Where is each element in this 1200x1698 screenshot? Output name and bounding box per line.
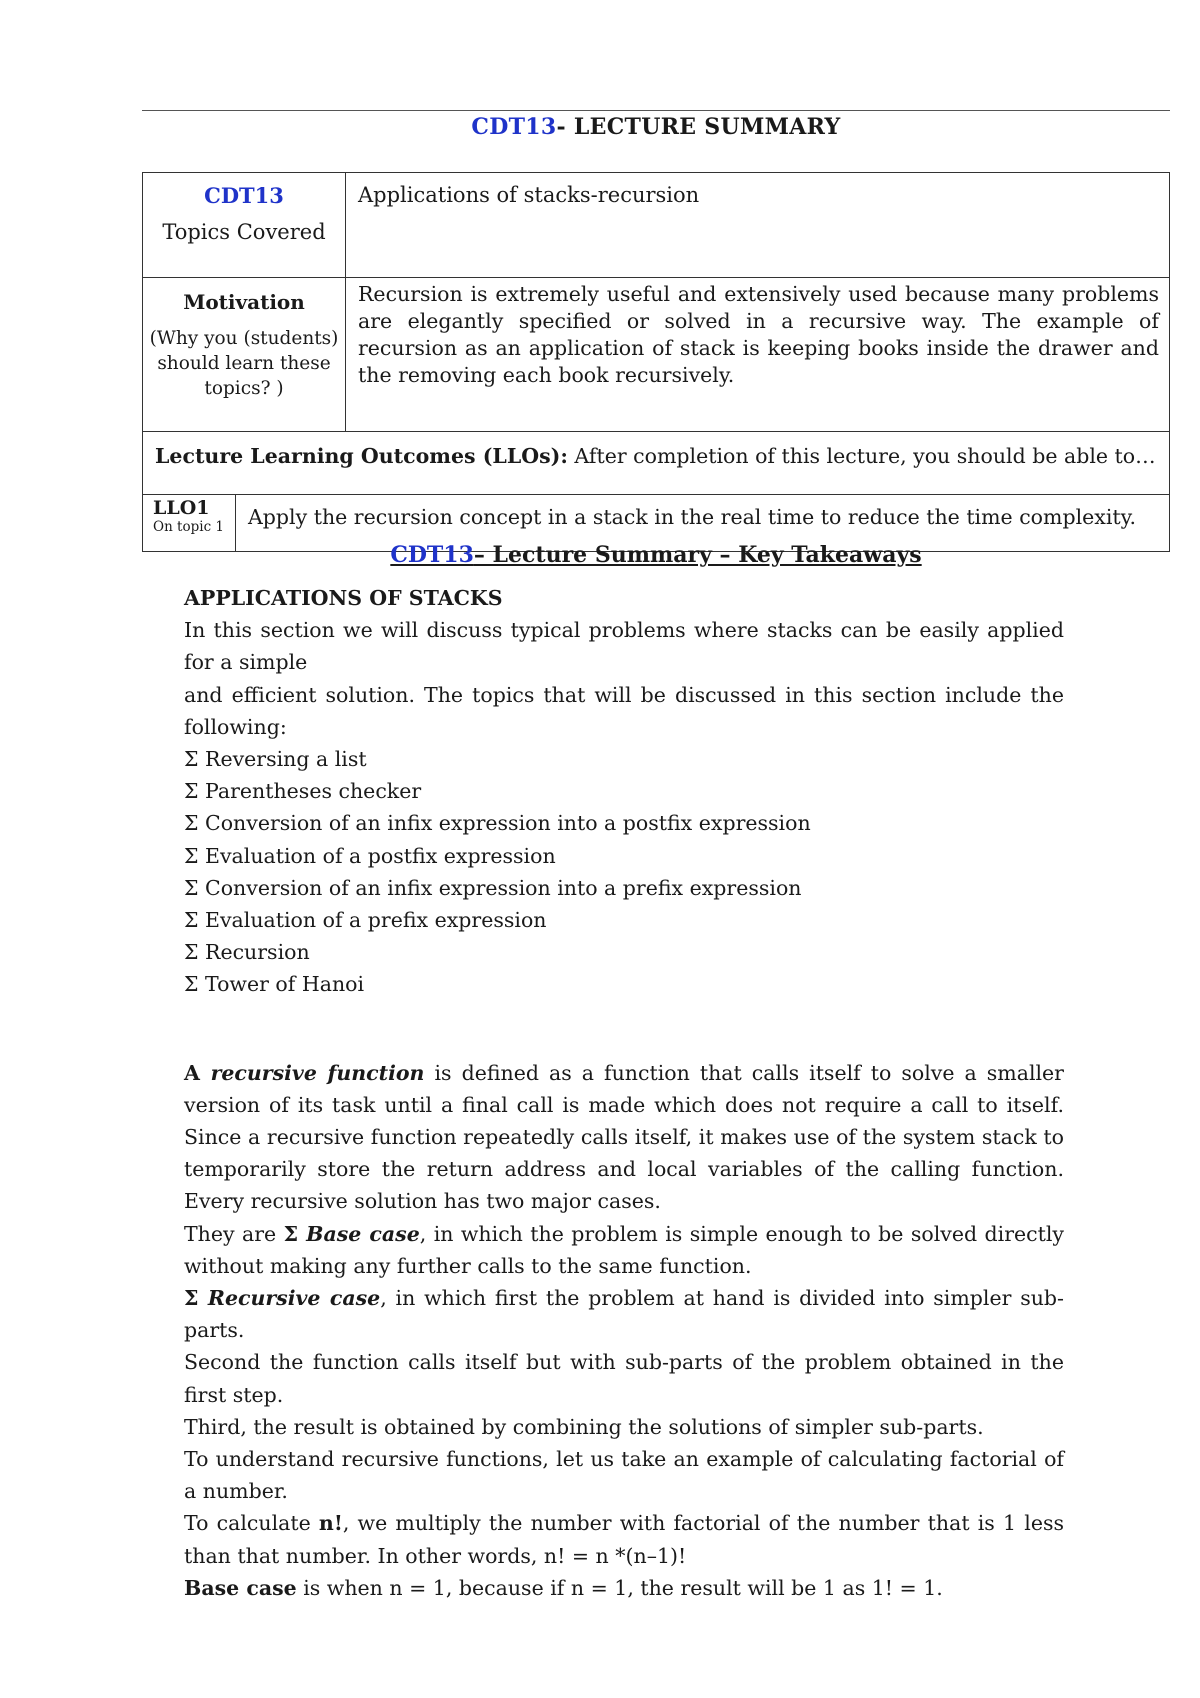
- summary-code: CDT13: [204, 183, 284, 208]
- llo-code: LLO1: [153, 497, 210, 519]
- takeaways-body: [184, 582, 1064, 1604]
- base-post: , in which the problem is simple enough to be solved directly without making any further calls to the same function.: [184, 1221, 1064, 1278]
- takeaways-code: CDT13: [390, 542, 474, 568]
- calc-n: n!: [318, 1511, 343, 1536]
- factorial-base-paragraph: [184, 1572, 1064, 1604]
- page-title-code: CDT13: [471, 114, 557, 140]
- calc-pre: To calculate: [184, 1511, 319, 1536]
- summary-table: [142, 172, 1170, 552]
- section-spacer: [184, 1001, 1064, 1057]
- list-item: Σ Reversing a list: [184, 747, 367, 772]
- base-case-paragraph: [184, 1218, 1064, 1282]
- list-item: Σ Parentheses checker: [184, 779, 422, 804]
- llo-heading-bold: Lecture Learning Outcomes (LLOs):: [155, 444, 568, 468]
- topics-value: Applications of stacks-recursion: [346, 173, 1170, 278]
- llo-heading: [143, 432, 1170, 495]
- calc-post: , we multiply the number with factorial of the number that is 1 less than that number. In other words, n! = n *(n–1)!: [184, 1511, 1064, 1568]
- rc-sigma: Σ: [184, 1286, 208, 1311]
- motivation-label: Motivation: [183, 290, 305, 314]
- takeaways-title-suffix: – Lecture Summary – Key Takeaways: [473, 542, 922, 568]
- third-step-paragraph: Third, the result is obtained by combining the solutions of simpler sub-parts.: [184, 1414, 984, 1439]
- rec-def: is defined as a function that calls itself to solve a smaller version of its task until a final call is made which does not require a call to itself. Since a recursive function repeatedly calls itself, it makes use of the system stack to temporarily store the return address and local variables of the calling function. Every recursive solution has two major cases.: [184, 1060, 1064, 1214]
- rc-post: , in which first the problem at hand is divided into simpler sub-parts.: [184, 1286, 1064, 1343]
- motivation-row: [143, 278, 1170, 432]
- recursive-function-paragraph: [184, 1057, 1064, 1218]
- section-heading: APPLICATIONS OF STACKS: [184, 586, 503, 610]
- rc-term: Recursive case: [207, 1286, 381, 1311]
- llo-text: Apply the recursion concept in a stack in the real time to reduce the time complexity.: [248, 505, 1137, 529]
- motivation-text: Recursion is extremely useful and extensively used because many problems are elegantly specified or solved in a recursive way. The example of recursion as an application of stack is keeping books inside the drawer and the removing each book recursively.: [346, 278, 1170, 432]
- list-item: Σ Conversion of an infix expression into a postfix expression: [184, 811, 811, 836]
- takeaways-title: [142, 542, 1170, 568]
- list-item: Σ Conversion of an infix expression into a prefix expression: [184, 875, 802, 900]
- llo-topic: On topic 1: [153, 519, 225, 535]
- base-pre: They are: [184, 1221, 284, 1246]
- motivation-sub-label: (Why you (students) should learn these topics? ): [149, 328, 339, 399]
- topics-row: [143, 173, 1170, 278]
- base-term: Base case: [306, 1221, 420, 1246]
- intro-line-2: and efficient solution. The topics that will be discussed in this section include the following:: [184, 682, 1064, 739]
- motivation-label-cell: [143, 278, 346, 432]
- topics-label-cell: [143, 173, 346, 278]
- base2-term: Base case: [184, 1575, 297, 1600]
- base2-post: is when n = 1, because if n = 1, the result will be 1 as 1! = 1.: [296, 1575, 943, 1600]
- llo-heading-rest: After completion of this lecture, you should be able to…: [567, 444, 1156, 468]
- rec-term: recursive function: [210, 1060, 425, 1085]
- second-step-paragraph: Second the function calls itself but with sub-parts of the problem obtained in the first step.: [184, 1350, 1064, 1407]
- recursive-case-paragraph: [184, 1282, 1064, 1346]
- list-item: Σ Evaluation of a prefix expression: [184, 908, 547, 933]
- factorial-intro-paragraph: To understand recursive functions, let us take an example of calculating factorial of a number.: [184, 1447, 1064, 1504]
- list-item: Σ Evaluation of a postfix expression: [184, 843, 556, 868]
- intro-line-1: In this section we will discuss typical problems where stacks can be easily applied for a simple: [184, 618, 1064, 675]
- topics-covered-label: Topics Covered: [162, 220, 326, 244]
- llo-heading-row: [143, 432, 1170, 495]
- base-sigma: Σ: [283, 1221, 307, 1246]
- top-rule: [142, 110, 1170, 111]
- page-title-suffix: - LECTURE SUMMARY: [556, 114, 841, 140]
- list-item: Σ Tower of Hanoi: [184, 972, 365, 997]
- factorial-calc-paragraph: [184, 1507, 1064, 1571]
- rec-a: A: [184, 1060, 211, 1085]
- list-item: Σ Recursion: [184, 940, 310, 965]
- page-title: [142, 114, 1170, 140]
